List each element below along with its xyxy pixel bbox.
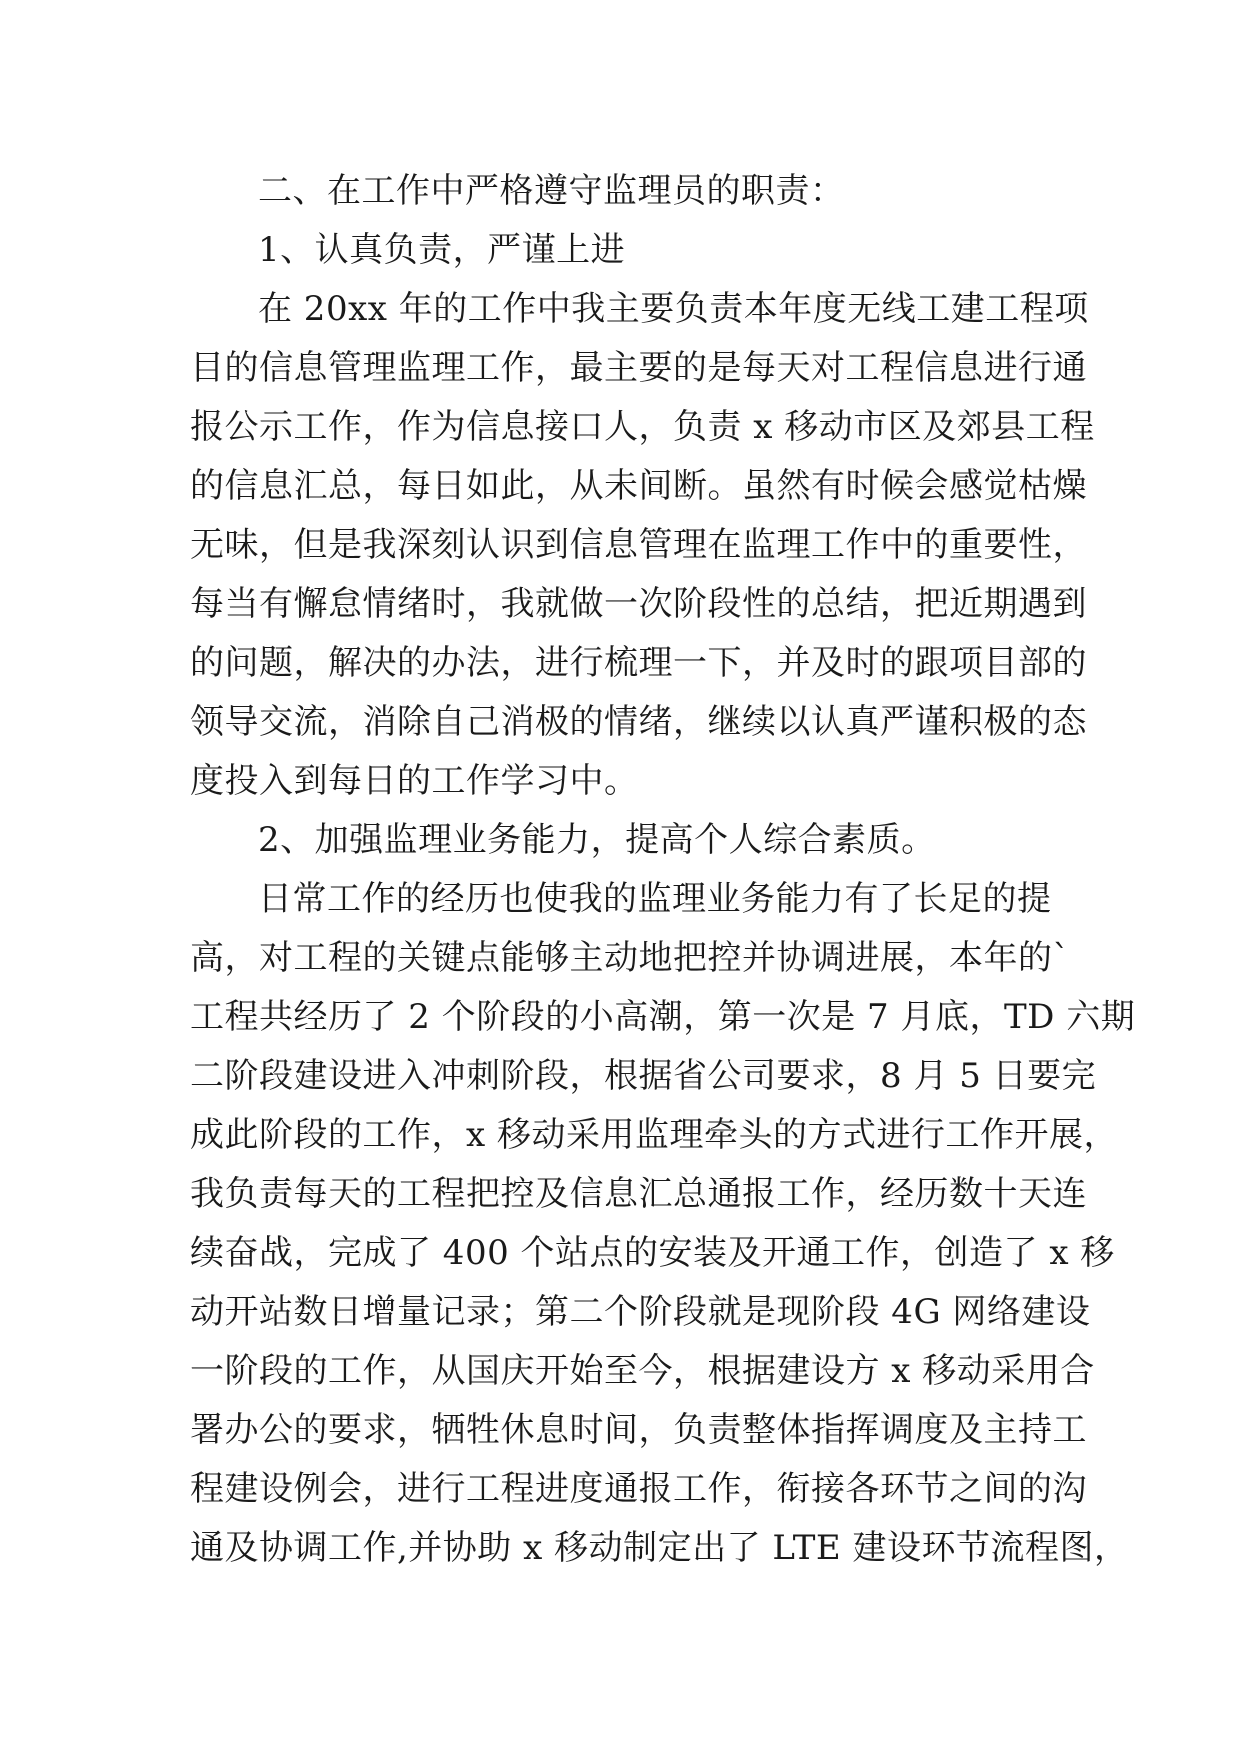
paragraph-2-line: 一阶段的工作，从国庆开始至今，根据建设方 x 移动采用合	[190, 1351, 1095, 1391]
subheading-1: 1、认真负责，严谨上进	[258, 230, 626, 270]
paragraph-2-line: 二阶段建设进入冲刺阶段，根据省公司要求，8 月 5 日要完	[190, 1056, 1097, 1096]
subheading-2: 2、加强监理业务能力，提高个人综合素质。	[258, 820, 936, 860]
paragraph-1-line: 报公示工作，作为信息接口人，负责 x 移动市区及郊县工程	[190, 407, 1095, 447]
paragraph-1-line: 度投入到每日的工作学习中。	[190, 761, 639, 801]
paragraph-2-line: 通及协调工作,并协助 x 移动制定出了 LTE 建设环节流程图，	[190, 1528, 1129, 1568]
paragraph-1-line: 每当有懈怠情绪时，我就做一次阶段性的总结，把近期遇到	[190, 584, 1087, 624]
document-page	[190, 162, 1136, 1578]
paragraph-2-line: 成此阶段的工作，x 移动采用监理牵头的方式进行工作开展，	[190, 1115, 1118, 1155]
paragraph-1-line: 在 20xx 年的工作中我主要负责本年度无线工建工程项	[258, 289, 1089, 329]
paragraph-2-line: 高，对工程的关键点能够主动地把控并协调进展，本年的`	[190, 938, 1070, 978]
paragraph-1-line: 目的信息管理监理工作，最主要的是每天对工程信息进行通	[190, 348, 1087, 388]
section-heading: 二、在工作中严格遵守监理员的职责：	[258, 171, 845, 211]
paragraph-1-line: 无味，但是我深刻认识到信息管理在监理工作中的重要性，	[190, 525, 1087, 565]
paragraph-2-line: 程建设例会，进行工程进度通报工作，衔接各环节之间的沟	[190, 1469, 1087, 1509]
paragraph-2-line: 日常工作的经历也使我的监理业务能力有了长足的提	[258, 879, 1052, 919]
paragraph-2-line: 我负责每天的工程把控及信息汇总通报工作，经历数十天连	[190, 1174, 1087, 1214]
paragraph-1-line: 的信息汇总，每日如此，从未间断。虽然有时候会感觉枯燥	[190, 466, 1087, 506]
paragraph-2-line: 署办公的要求，牺牲休息时间，负责整体指挥调度及主持工	[190, 1410, 1087, 1450]
paragraph-1-line: 的问题，解决的办法，进行梳理一下，并及时的跟项目部的	[190, 643, 1087, 683]
paragraph-2-line: 续奋战，完成了 400 个站点的安装及开通工作，创造了 x 移	[190, 1233, 1115, 1273]
paragraph-2-line: 工程共经历了 2 个阶段的小高潮，第一次是 7 月底，TD 六期	[190, 997, 1136, 1037]
paragraph-2-line: 动开站数日增量记录；第二个阶段就是现阶段 4G 网络建设	[190, 1292, 1091, 1332]
paragraph-1-line: 领导交流，消除自己消极的情绪，继续以认真严谨积极的态	[190, 702, 1087, 742]
